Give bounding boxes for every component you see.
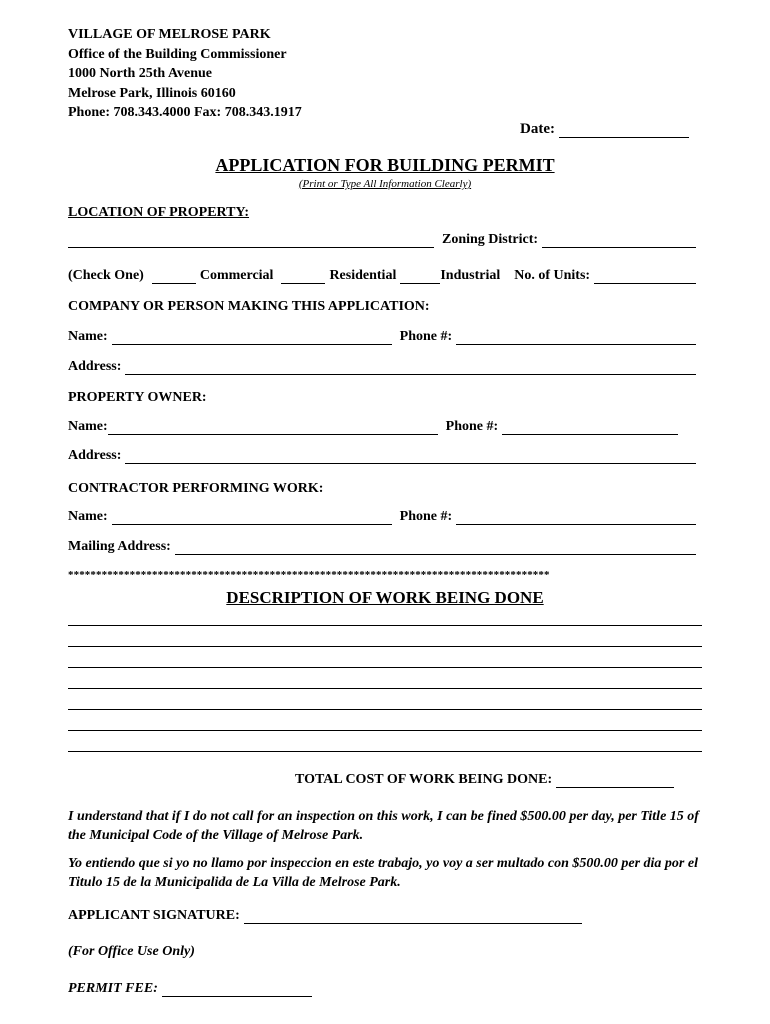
owner-phone-input[interactable] bbox=[502, 422, 678, 435]
location-input-line[interactable] bbox=[68, 235, 434, 248]
date-field[interactable] bbox=[520, 121, 693, 138]
owner-name-row bbox=[68, 419, 700, 435]
location-row bbox=[68, 232, 700, 248]
signature-row bbox=[68, 908, 586, 924]
applicant-heading: COMPANY OR PERSON MAKING THIS APPLICATION: bbox=[68, 299, 430, 314]
contractor-mailing-label: Mailing Address: bbox=[68, 539, 171, 554]
check-one-label: (Check One) bbox=[68, 268, 144, 283]
inspection-notice-spanish: Yo entiendo que si yo no llamo por inspeccion en este trabajo, yo voy a ser multado con $500.00 per dia por el Titulo 15 de la Municipalida de La Villa de Melrose Park. bbox=[68, 856, 698, 890]
permit-fee-row bbox=[68, 981, 316, 997]
date-input-line[interactable] bbox=[559, 124, 689, 138]
agency-street: 1000 North 25th Avenue bbox=[68, 66, 213, 81]
contractor-name-row bbox=[68, 509, 700, 525]
description-line-6[interactable] bbox=[68, 730, 702, 731]
description-heading-text: DESCRIPTION OF WORK BEING DONE bbox=[226, 588, 544, 607]
permit-fee-input[interactable] bbox=[162, 984, 312, 997]
total-cost-input[interactable] bbox=[556, 775, 674, 788]
page-subtitle: (Print or Type All Information Clearly) bbox=[298, 178, 472, 190]
zoning-label: Zoning District: bbox=[442, 232, 539, 247]
contractor-mailing-row bbox=[68, 539, 700, 555]
applicant-name-input[interactable] bbox=[112, 332, 392, 345]
industrial-checkbox-line[interactable] bbox=[400, 271, 440, 284]
applicant-address-row bbox=[68, 359, 700, 375]
owner-address-row bbox=[68, 448, 700, 464]
applicant-name-row bbox=[68, 329, 700, 345]
contractor-phone-input[interactable] bbox=[456, 512, 696, 525]
units-label: No. of Units: bbox=[514, 268, 591, 283]
permit-fee-label: PERMIT FEE: bbox=[68, 981, 158, 996]
applicant-phone-label: Phone #: bbox=[399, 329, 453, 344]
owner-address-input[interactable] bbox=[125, 451, 696, 464]
agency-city: Melrose Park, Illinois 60160 bbox=[68, 85, 236, 101]
contractor-heading: CONTRACTOR PERFORMING WORK: bbox=[68, 481, 324, 496]
separator-asterisks: ************************************************************************************** bbox=[68, 569, 550, 581]
date-label: Date: bbox=[520, 121, 555, 137]
applicant-phone-input[interactable] bbox=[456, 332, 696, 345]
commercial-checkbox-line[interactable] bbox=[152, 271, 196, 284]
contractor-name-input[interactable] bbox=[112, 512, 392, 525]
residential-checkbox-line[interactable] bbox=[281, 271, 325, 284]
owner-phone-label: Phone #: bbox=[445, 419, 499, 434]
agency-phone-fax: Phone: 708.343.4000 Fax: 708.343.1917 bbox=[68, 105, 302, 120]
page-title bbox=[0, 155, 770, 176]
applicant-address-label: Address: bbox=[68, 359, 122, 374]
owner-heading: PROPERTY OWNER: bbox=[68, 390, 207, 405]
applicant-name-label: Name: bbox=[68, 329, 108, 344]
inspection-notice-english: I understand that if I do not call for an inspection on this work, I can be fined $500.00 per day, per Title 15 of the Municipal Code of the Village of Melrose Park. bbox=[68, 809, 699, 843]
location-heading: LOCATION OF PROPERTY: bbox=[68, 205, 250, 220]
description-line-2[interactable] bbox=[68, 646, 702, 647]
description-line-1[interactable] bbox=[68, 625, 702, 626]
signature-label: APPLICANT SIGNATURE: bbox=[68, 908, 240, 923]
commercial-label: Commercial bbox=[199, 268, 274, 283]
page-title-text: APPLICATION FOR BUILDING PERMIT bbox=[215, 155, 555, 175]
owner-name-label: Name: bbox=[68, 419, 108, 434]
signature-input[interactable] bbox=[244, 911, 582, 924]
description-line-3[interactable] bbox=[68, 667, 702, 668]
description-line-4[interactable] bbox=[68, 688, 702, 689]
zoning-input-line[interactable] bbox=[542, 235, 696, 248]
owner-name-input[interactable] bbox=[108, 422, 438, 435]
industrial-label: Industrial bbox=[440, 268, 501, 283]
contractor-mailing-input[interactable] bbox=[175, 542, 696, 555]
total-cost-row bbox=[295, 772, 678, 788]
property-type-row bbox=[68, 268, 700, 284]
total-cost-label: TOTAL COST OF WORK BEING DONE: bbox=[295, 772, 553, 787]
owner-address-label: Address: bbox=[68, 448, 122, 463]
contractor-name-label: Name: bbox=[68, 509, 108, 524]
description-line-7[interactable] bbox=[68, 751, 702, 752]
agency-office: Office of the Building Commissioner bbox=[68, 46, 287, 62]
residential-label: Residential bbox=[329, 268, 397, 283]
applicant-address-input[interactable] bbox=[125, 362, 696, 375]
agency-name: VILLAGE OF MELROSE PARK bbox=[68, 27, 271, 42]
office-use-label: (For Office Use Only) bbox=[68, 944, 195, 959]
description-heading bbox=[0, 588, 770, 608]
agency-header bbox=[68, 25, 302, 123]
contractor-phone-label: Phone #: bbox=[399, 509, 453, 524]
description-line-5[interactable] bbox=[68, 709, 702, 710]
units-input-line[interactable] bbox=[594, 271, 696, 284]
